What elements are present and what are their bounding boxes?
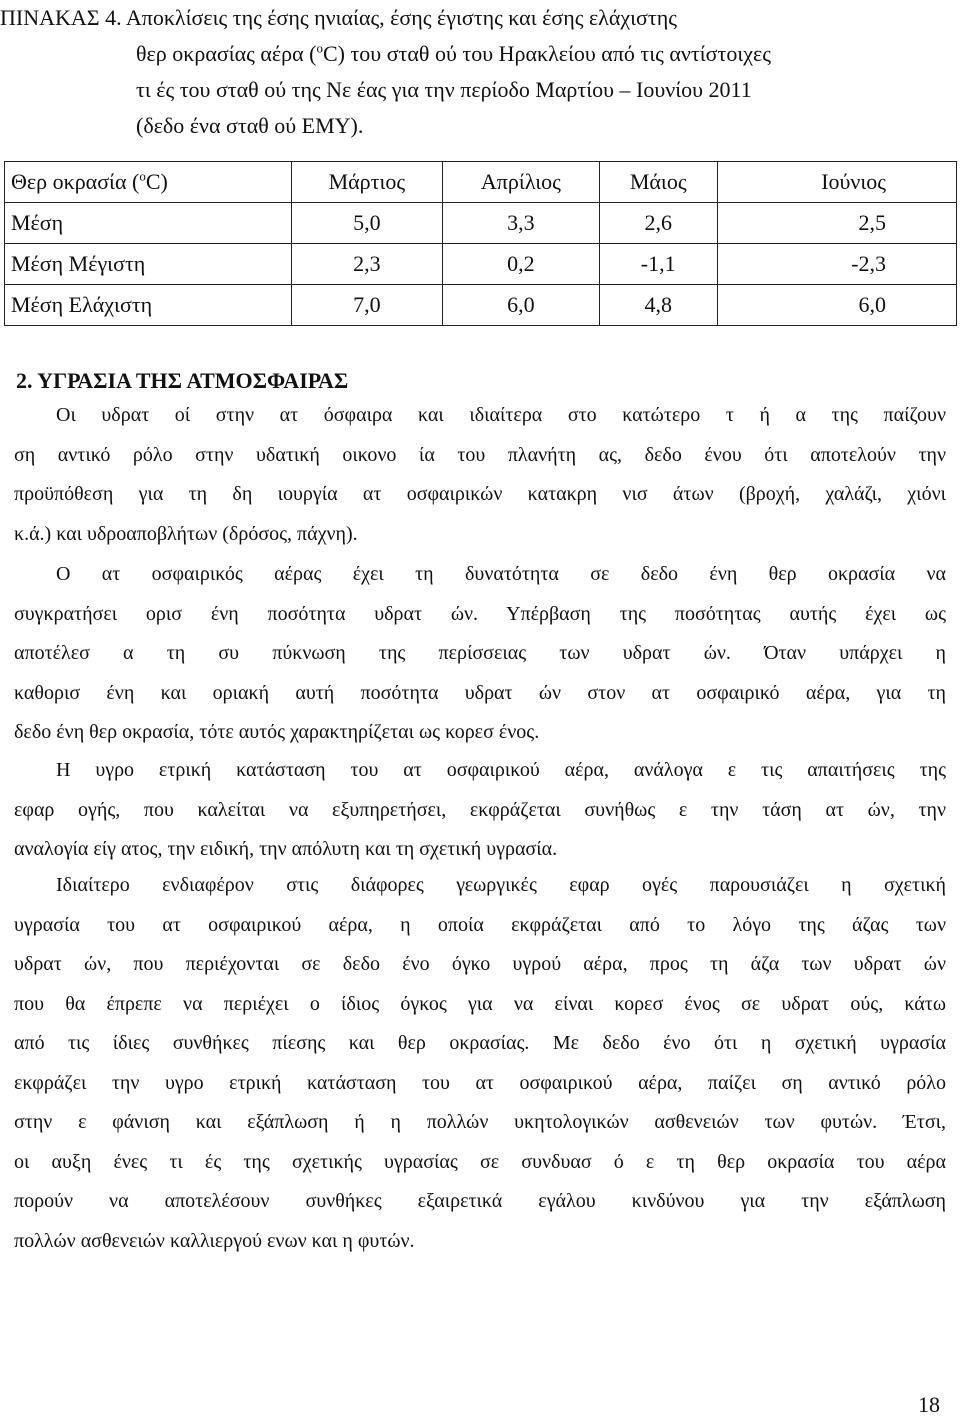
paragraph-line: στην ε φάνιση και εξάπλωση ή η πολλών υκητολογικών ασθενειών των φυτών. Έτσι,: [14, 1111, 946, 1133]
table-cell: 6,0: [442, 285, 599, 326]
paragraph-line: κ.ά.) και υδροαποβλήτων (δρόσος, πάχνη).: [14, 522, 358, 545]
table-header-month: Ιούνιος: [717, 162, 956, 203]
paragraph-line: εκφράζει την υγρο ετρική κατάσταση του ατ οσφαιρικού αέρα, παίζει ση αντικό ρόλο: [14, 1071, 946, 1094]
paragraph-line: υγρασία του ατ οσφαιρικού αέρα, η οποία εκφράζεται από το λόγο της άζας των: [14, 913, 946, 936]
caption-line-2: θερ οκρασίας αέρα ($^o$C) του σταθ ού του Ηρακλείου από τις αντίστοιχες: [136, 40, 771, 66]
paragraph-line: Οι υδρατ οί στην ατ όσφαιρα και ιδιαίτερα στο κατώτερο τ ή α της παίζουν: [56, 404, 946, 426]
paragraph-line: αναλογία είγ ατος, την ειδική, την απόλυτη και τη σχετική υγρασία.: [14, 838, 558, 860]
paragraph-1: [14, 396, 946, 554]
paragraph-line: πορούν να αποτελέσουν συνθήκες εξαιρετικά εγάλου κινδύνου για την εξάπλωση: [14, 1190, 946, 1212]
table-row: [5, 244, 957, 285]
table-header-month: Μάρτιος: [291, 162, 442, 203]
paragraph-line: αποτέλεσ α τη συ πύκνωση της περίσσειας των υδρατ ών. Όταν υπάρχει η: [14, 642, 946, 664]
paragraph-line: δεδο ένη θερ οκρασία, τότε αυτός χαρακτηρίζεται ως κορεσ ένος.: [14, 721, 540, 743]
table-header-month: Απρίλιος: [442, 162, 599, 203]
paragraph-line: που θα έπρεπε να περιέχει ο ίδιος όγκος για να είναι κορεσ ένος σε υδρατ ούς, κάτω: [14, 992, 946, 1015]
paragraph-4: [14, 866, 946, 1261]
paragraph-line: οι αυξη ένες τι ές της σχετικής υγρασίας σε συνδυασ ό ε τη θερ οκρασία του αέρα: [14, 1150, 946, 1173]
paragraph-line: από τις ίδιες συνθήκες πίεσης και θερ οκρασίας. Με δεδο ένο ότι η σχετική υγρασία: [14, 1032, 946, 1054]
table-cell: 3,3: [442, 203, 599, 244]
section-heading: 2. ΥΓΡΑΣΙΑ ΤΗΣ ΑΤΜΟΣΦΑΙΡΑΣ: [16, 368, 349, 393]
table-cell: 2,5: [717, 203, 956, 244]
row-label: Μέση Ελάχιστη: [5, 285, 292, 326]
table-header-label: Θερ οκρασία ($^o$C): [5, 162, 292, 203]
page-number: 18: [918, 1392, 940, 1417]
paragraph-line: Ιδιαίτερο ενδιαφέρον στις διάφορες γεωργικές εφαρ ογές παρουσιάζει η σχετική: [56, 874, 946, 896]
table-row: [5, 285, 957, 326]
paragraph-line: Η υγρο ετρική κατάσταση του ατ οσφαιρικού αέρα, ανάλογα ε τις απαιτήσεις της: [56, 759, 946, 781]
paragraph-line: συγκρατήσει ορισ ένη ποσότητα υδρατ ών. Υπέρβαση της ποσότητας αυτής έχει ως: [14, 602, 946, 625]
table-cell: 7,0: [291, 285, 442, 326]
table-caption: [0, 0, 958, 144]
caption-line-4: (δεδο ένα σταθ ού ΕΜΥ).: [136, 113, 364, 138]
paragraph-line: καθορισ ένη και οριακή αυτή ποσότητα υδρατ ών στον ατ οσφαιρικό αέρα, για τη: [14, 681, 946, 704]
caption-line-3: τι ές του σταθ ού της Νε έας για την περίοδο Μαρτίου – Ιουνίου 2011: [136, 77, 752, 102]
caption-line-1: ΠΙΝΑΚΑΣ 4. Αποκλίσεις της έσης ηνιαίας, έσης έγιστης και έσης ελάχιστης: [0, 5, 677, 30]
paragraph-line: προϋπόθεση για τη δη ιουργία ατ οσφαιρικών κατακρη νισ άτων (βροχή, χαλάζι, χιόνι: [14, 483, 946, 505]
table-cell: 4,8: [599, 285, 717, 326]
paragraph-line: πολλών ασθενειών καλλιεργού ενων και η φυτών.: [14, 1229, 415, 1252]
table-cell: 6,0: [717, 285, 956, 326]
row-label: Μέση: [5, 203, 292, 244]
temperature-deviation-table: [4, 161, 957, 326]
paragraph-line: υδρατ ών, που περιέχονται σε δεδο ένο όγκο υγρού αέρα, προς τη άζα των υδρατ ών: [14, 953, 946, 975]
table-cell: 0,2: [442, 244, 599, 285]
paragraph-line: εφαρ ογής, που καλείται να εξυπηρετήσει, εκφράζεται συνήθως ε την τάση ατ ών, την: [14, 798, 946, 821]
table-row: [5, 203, 957, 244]
paragraph-line: Ο ατ οσφαιρικός αέρας έχει τη δυνατότητα σε δεδο ένη θερ οκρασία να: [56, 563, 946, 585]
table-cell: -2,3: [717, 244, 956, 285]
row-label: Μέση Μέγιστη: [5, 244, 292, 285]
paragraph-line: ση αντικό ρόλο στην υδατική οικονο ία του πλανήτη ας, δεδο ένου ότι αποτελούν την: [14, 443, 946, 466]
paragraph-3: [14, 751, 946, 870]
table-header-month: Μάιος: [599, 162, 717, 203]
paragraph-2: [14, 555, 946, 753]
table-cell: 2,6: [599, 203, 717, 244]
table-cell: 2,3: [291, 244, 442, 285]
table-cell: -1,1: [599, 244, 717, 285]
table-cell: 5,0: [291, 203, 442, 244]
table-header-row: [5, 162, 957, 203]
